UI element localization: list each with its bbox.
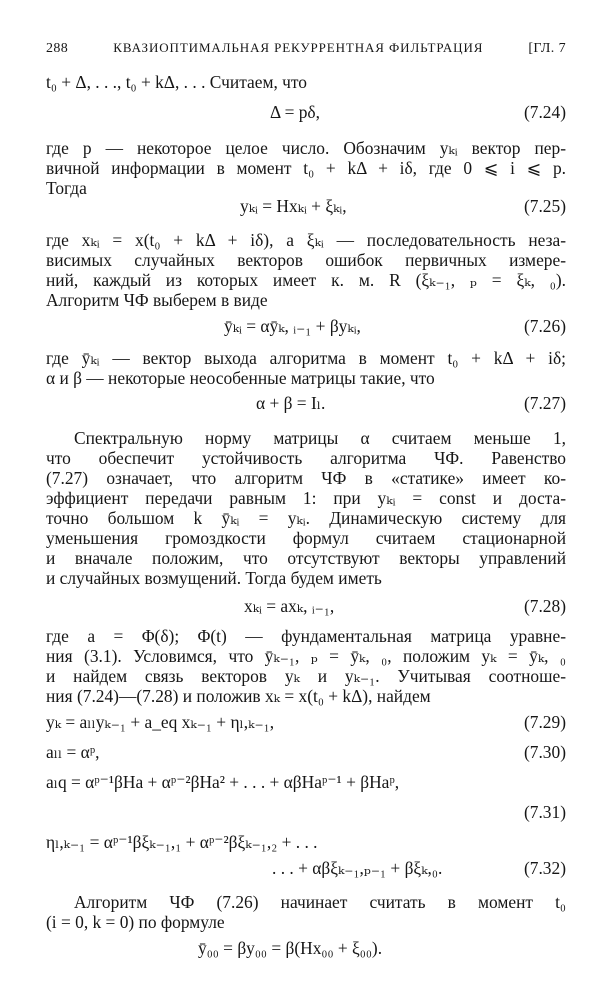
text-line: где a = Φ(δ); Φ(t) — фундаментальная матрица уравне- [46, 626, 566, 646]
text-line: ния (3.1). Условимся, что ȳₖ₋₁, ₚ = ȳₖ, ₀, положим yₖ = ȳₖ, ₀ [46, 646, 566, 666]
running-title: КВАЗИОПТИМАЛЬНАЯ РЕКУРРЕНТНАЯ ФИЛЬТРАЦИЯ [113, 40, 484, 55]
equation-7-24: Δ = pδ, [270, 102, 320, 122]
text-line: вичной информации в момент t₀ + kΔ + iδ, где 0 ⩽ i ⩽ p. [46, 158, 566, 178]
equation-7-29: yₖ = aₗₗyₖ₋₁ + a_eq xₖ₋₁ + ηₗ,ₖ₋₁, [46, 712, 275, 732]
equation-7-25: yₖᵢ = Hxₖᵢ + ξₖᵢ, [240, 196, 347, 216]
text-line: (7.27) означает, что алгоритм ЧФ в «статике» имеет ко- [46, 468, 566, 488]
text-line: где ȳₖᵢ — вектор выхода алгоритма в момент t₀ + kΔ + iδ; [46, 348, 566, 368]
text-line: ний, каждый из которых имеет к. м. R (ξₖ₋₁, ₚ = ξₖ, ₀). [46, 270, 566, 290]
equation-number: (7.26) [523, 316, 566, 336]
equation-number: (7.30) [523, 742, 566, 762]
equation-7-31: aₗq = αᵖ⁻¹βHa + αᵖ⁻²βHa² + . . . + αβHaᵖ⁻¹ + βHaᵖ, [46, 772, 400, 792]
text-line: ния (7.24)—(7.28) и положив xₖ = x(t₀ + kΔ), найдем [46, 686, 431, 706]
text-line: и случайных возмущений. Тогда будем иметь [46, 568, 382, 588]
text-line: Алгоритм ЧФ выберем в виде [46, 290, 268, 310]
equation-number: (7.24) [523, 102, 566, 122]
equation-number: (7.25) [523, 196, 566, 216]
text-line: и вначале положим, что отсутствуют векторы управлений [46, 548, 566, 568]
text-line: где p — некоторое целое число. Обозначим yₖᵢ вектор пер- [46, 138, 566, 158]
equation-initial: ȳ₀₀ = βy₀₀ = β(Hx₀₀ + ξ₀₀). [198, 938, 383, 958]
equation-number: (7.28) [523, 596, 566, 616]
equation-7-27: α + β = Iₗ. [256, 393, 326, 413]
equation-7-32-part1: ηₗ,ₖ₋₁ = αᵖ⁻¹βξₖ₋₁,₁ + αᵖ⁻²βξₖ₋₁,₂ + . . . [46, 832, 318, 852]
equation-number: (7.31) [523, 802, 566, 822]
equation-7-30: aₗₗ = αᵖ, [46, 742, 100, 762]
text-line: эффициент передачи равным 1: при yₖᵢ = const и доста- [46, 488, 566, 508]
text-line: где xₖᵢ = x(t₀ + kΔ + iδ), а ξₖᵢ — последовательность неза- [46, 230, 566, 250]
text-line: Спектральную норму матрицы α считаем меньше 1, [74, 428, 566, 448]
equation-7-26: ȳₖᵢ = αȳₖ, ᵢ₋₁ + βyₖᵢ, [224, 316, 361, 336]
chapter-mark: [ГЛ. 7 [528, 41, 566, 56]
text-line: уменьшения громоздкости формул считаем стационарной [46, 528, 566, 548]
equation-7-28: xₖᵢ = axₖ, ᵢ₋₁, [244, 596, 335, 616]
book-page [46, 0, 566, 1000]
equation-number: (7.32) [523, 858, 566, 878]
text-line: α и β — некоторые неособенные матрицы такие, что [46, 368, 435, 388]
text-line: Тогда [46, 178, 87, 198]
equation-number: (7.27) [523, 393, 566, 413]
text-line: Алгоритм ЧФ (7.26) начинает считать в момент t₀ [74, 892, 566, 912]
text-line: точно большом k ȳₖᵢ = yₖᵢ. Динамическую систему для [46, 508, 566, 528]
text-line: (i = 0, k = 0) по формуле [46, 912, 225, 932]
page-number: 288 [46, 41, 69, 56]
equation-number: (7.29) [523, 712, 566, 732]
text-line: висимых случайных векторов ошибок первичных измере- [46, 250, 566, 270]
text-line: t₀ + Δ, . . ., t₀ + kΔ, . . . Считаем, что [46, 72, 307, 92]
running-header [46, 40, 566, 57]
text-line: что обеспечит устойчивость алгоритма ЧФ. Равенство [46, 448, 566, 468]
text-line: и найдем связь векторов yₖ и yₖ₋₁. Учитывая соотноше- [46, 666, 566, 686]
equation-7-32-part2: . . . + αβξₖ₋₁,ₚ₋₁ + βξₖ,₀. [272, 858, 443, 878]
